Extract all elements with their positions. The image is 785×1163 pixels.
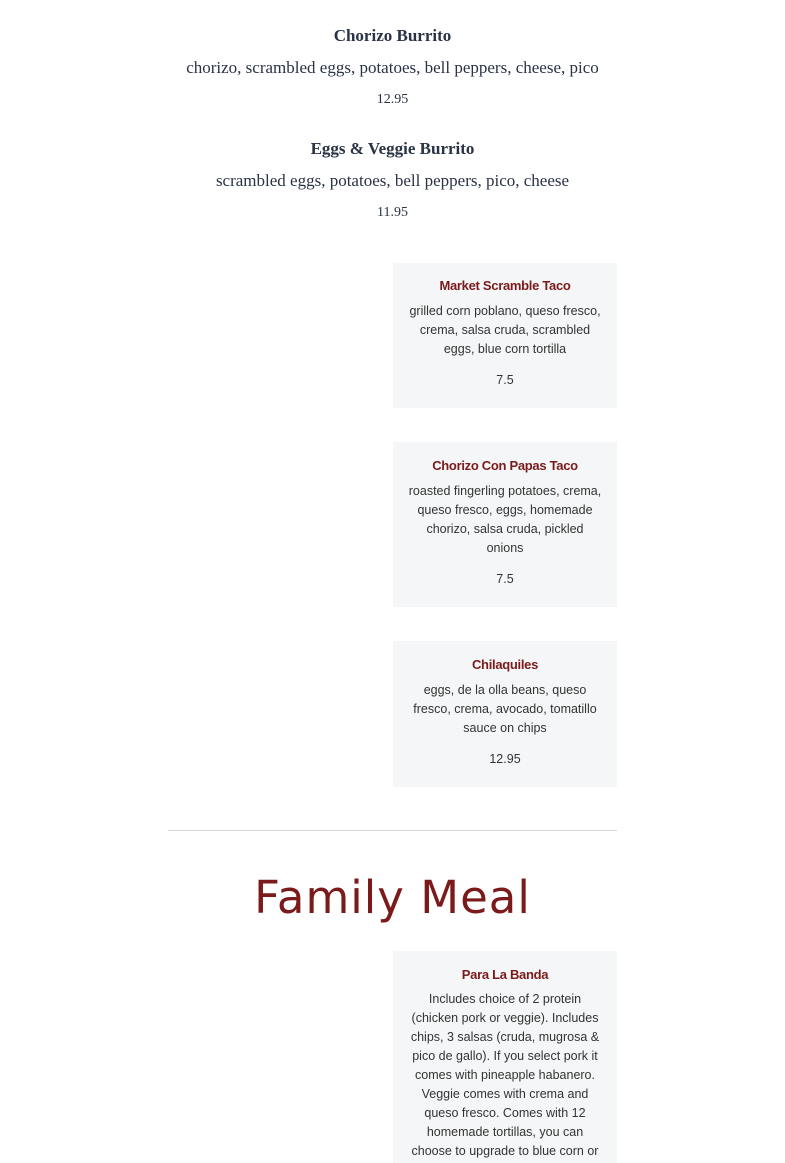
menu-card-market-scramble-taco[interactable] [393,263,617,408]
menu-card-price: 12.95 [489,752,521,766]
menu-card-chilaquiles[interactable] [393,641,617,787]
menu-item-name: Chorizo Burrito [333,26,452,45]
section-title-family-meal: Family Meal [254,871,531,924]
menu-card-price: 7.5 [496,572,514,586]
menu-card-description: roasted fingerling potatoes, crema, queso fresco, eggs, homemade chorizo, salsa cruda, pickled onions [408,484,602,555]
menu-item-chorizo-burrito [168,25,617,109]
menu-card-description: eggs, de la olla beans, queso fresco, crema, avocado, tomatillo sauce on chips [413,683,597,735]
menu-card-name: Para La Banda [461,967,549,982]
menu-item-name: Eggs & Veggie Burrito [310,139,475,158]
menu-card-description: grilled corn poblano, queso fresco, crema, salsa cruda, scrambled eggs, blue corn tortilla [409,304,601,356]
menu-item-eggs-veggie-burrito [168,138,617,222]
menu-card-para-la-banda[interactable] [393,951,617,1163]
menu-item-description: chorizo, scrambled eggs, potatoes, bell peppers, cheese, pico [186,58,599,77]
menu-card-name: Chilaquiles [471,657,539,672]
section-divider [168,830,617,831]
menu-card-chorizo-con-papas-taco[interactable] [393,442,617,607]
menu-card-name: Market Scramble Taco [439,278,571,293]
menu-item-description: scrambled eggs, potatoes, bell peppers, pico, cheese [215,171,570,190]
menu-card-price: 7.5 [496,373,514,387]
menu-card-description: Includes choice of 2 protein (chicken pork or veggie). Includes chips, 3 salsas (cruda, mugrosa & pico de gallo). If you select pork it comes with pineapple habanero. Veggie comes with crema and queso fresco. Comes with 12 homemade tortillas, you can choose to upgrade to blue corn or [410,992,600,1158]
menu-card-name: Chorizo Con Papas Taco [432,458,578,473]
menu-item-price: 11.95 [377,205,408,220]
menu-item-price: 12.95 [376,92,409,107]
